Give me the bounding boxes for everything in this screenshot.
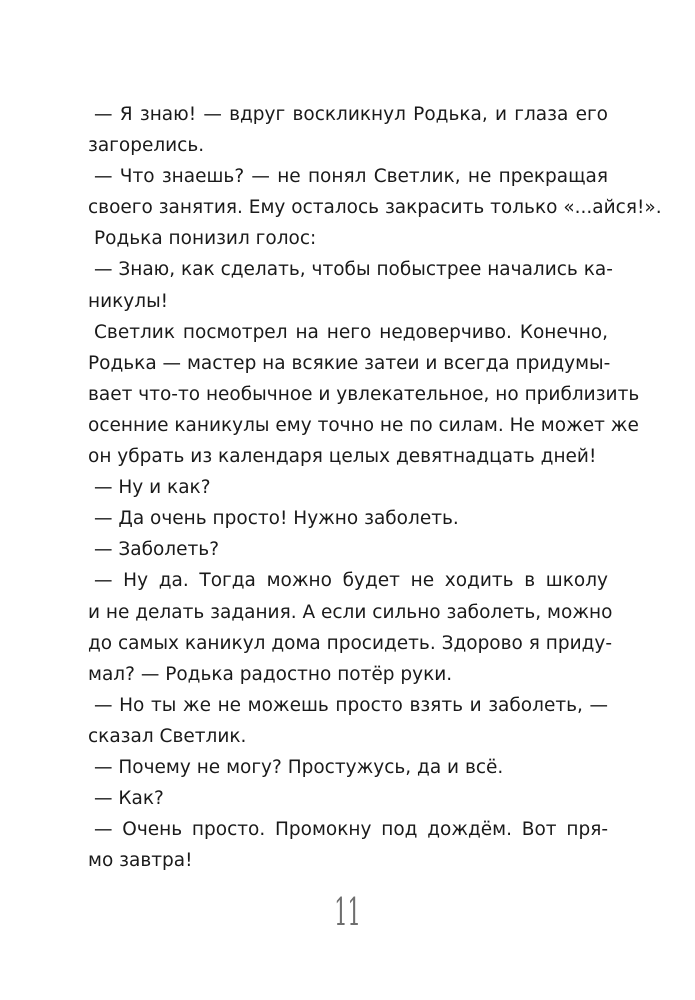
text-line: до самых каникул дома просидеть. Здорово я приду- bbox=[88, 632, 613, 654]
page-text bbox=[88, 99, 662, 876]
text-line: — Знаю, как сделать, чтобы побыстрее начались ка- bbox=[94, 259, 613, 281]
text-line: осенние каникулы ему точно не по силам. Не может же bbox=[88, 414, 639, 436]
text-line: — Заболеть? bbox=[94, 539, 220, 561]
text-line: — Очень просто. Промокну под дождём. Вот пря- bbox=[94, 819, 608, 841]
text-line: — Как? bbox=[94, 788, 164, 810]
text-line: загорелись. bbox=[88, 135, 205, 157]
text-line: вает что-то необычное и увлекательное, но приблизить bbox=[88, 383, 640, 405]
text-line: сказал Светлик. bbox=[88, 725, 247, 747]
text-line: своего занятия. Ему осталось закрасить только «...айся!». bbox=[88, 197, 662, 219]
text-line: Светлик посмотрел на него недоверчиво. Конечно, bbox=[94, 321, 608, 343]
text-line: — Я знаю! — вдруг воскликнул Родька, и глаза его bbox=[94, 104, 608, 125]
text-line: и не делать задания. А если сильно заболеть, можно bbox=[88, 601, 613, 623]
text-line: он убрать из календаря целых девятнадцать дней! bbox=[88, 446, 597, 468]
text-line: — Почему не могу? Простужусь, да и всё. bbox=[94, 756, 504, 778]
text-line: Родька понизил голос: bbox=[94, 228, 317, 250]
text-line: — Да очень просто! Нужно заболеть. bbox=[94, 508, 459, 530]
text-line: — Но ты же не можешь просто взять и заболеть, — bbox=[94, 694, 608, 716]
text-line: — Что знаешь? — не понял Светлик, не прекращая bbox=[94, 166, 608, 188]
text-line: никулы! bbox=[88, 290, 169, 312]
text-line: мал? — Родька радостно потёр руки. bbox=[88, 663, 453, 685]
page-number: 11 bbox=[334, 890, 361, 934]
text-line: Родька — мастер на всякие затеи и всегда придумы- bbox=[88, 352, 611, 374]
text-line: — Ну да. Тогда можно будет не ходить в школу bbox=[94, 570, 608, 592]
text-line: — Ну и как? bbox=[94, 477, 211, 499]
text-line: мо завтра! bbox=[88, 850, 193, 872]
